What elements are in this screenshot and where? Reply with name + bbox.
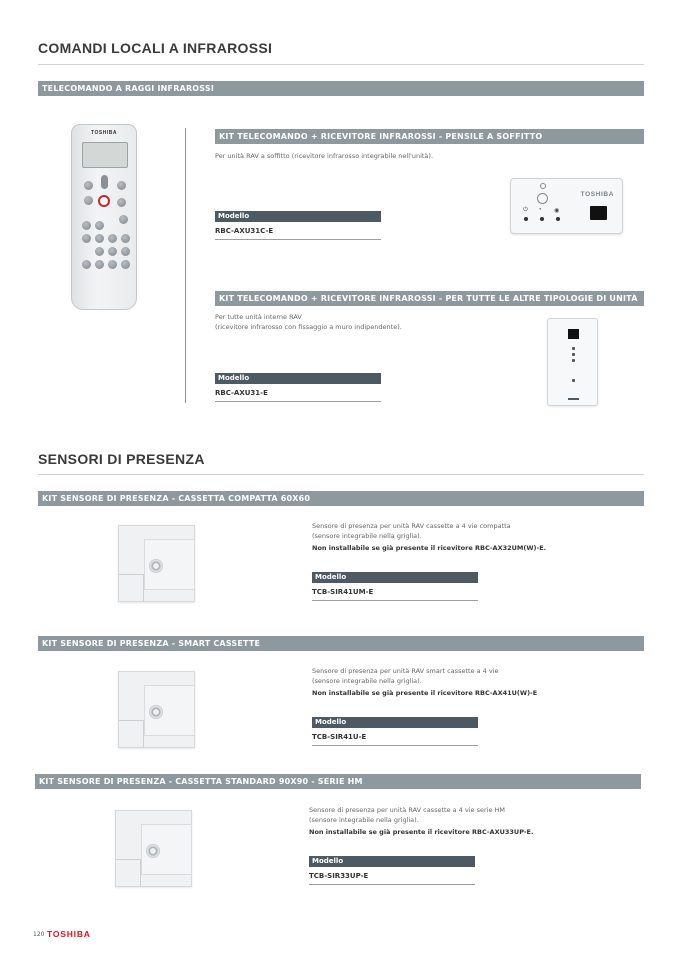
band-sensor-smart: KIT SENSORE DI PRESENZA - SMART CASSETTE [38,636,644,651]
desc-line: Sensore di presenza per unità RAV smart cassette a 4 vie [312,667,499,675]
model-label: Modello [312,717,478,728]
remote-button [108,260,117,269]
remote-button [119,215,128,224]
model-label: Modello [312,572,478,583]
status-led [572,359,575,362]
receiver-sensor [537,193,548,204]
model-code: RBC-AXU31C-E [215,227,274,235]
sensor-panel-image [118,671,195,748]
remote-power-button [98,195,110,207]
remote-button [84,181,93,190]
remote-button [95,221,104,230]
band-infrared-remote: TELECOMANDO A RAGGI INFRAROSSI [38,81,644,96]
sensor-compact-description [312,521,546,553]
kit-other-description [215,312,402,332]
remote-button [84,196,93,205]
receiver-brand-strip [568,398,579,400]
status-led [540,217,544,221]
model-rule [312,600,478,601]
section-title-infrared: COMANDI LOCALI A INFRAROSSI [38,40,273,56]
sensor-standard-description [309,805,533,837]
desc-line: (sensore integrabile nella griglia). [309,816,419,824]
remote-button [82,221,91,230]
status-led [572,379,575,382]
model-code: TCB-SIR41UM-E [312,588,374,596]
sensor-smart-description [312,666,537,698]
installation-note: Non installabile se già presente il ricevitore RBC-AX41U(W)-E [312,689,538,697]
model-label: Modello [215,211,381,222]
remote-button [117,181,126,190]
remote-button [121,260,130,269]
footer-brand-logo: TOSHIBA [47,929,91,939]
sensor-panel-corner [119,574,144,602]
status-led [572,347,575,350]
installation-note: Non installabile se già presente il ricevitore RBC-AXU33UP-E. [309,828,534,836]
remote-button [95,234,104,243]
sensor-panel-corner [116,859,141,887]
power-icon: ⏻ [523,207,528,213]
kit-ceiling-description: Per unità RAV a soffitto (ricevitore infrarosso integrabile nell'unità). [215,152,434,160]
wall-receiver-image [547,318,598,406]
model-rule [309,884,475,885]
sensor-panel-corner [119,720,144,748]
band-kit-ceiling: KIT TELECOMANDO + RICEVITORE INFRAROSSI - PENSILE A SOFFITTO [215,129,644,144]
remote-button [121,234,130,243]
receiver-brand-label: TOSHIBA [580,191,614,198]
model-label: Modello [309,856,475,867]
remote-display [82,142,128,168]
band-sensor-compact: KIT SENSORE DI PRESENZA - CASSETTA COMPATTA 60X60 [38,491,644,506]
remote-button [95,260,104,269]
model-label: Modello [215,373,381,384]
sensor-panel-image [115,810,192,887]
remote-button [82,234,91,243]
model-code: TCB-SIR33UP-E [309,872,369,880]
remote-button [101,175,108,189]
desc-line: (sensore integrabile nella griglia). [312,677,422,685]
status-led [524,217,528,221]
band-sensor-standard: KIT SENSORE DI PRESENZA - CASSETTA STANDARD 90X90 - SERIE HM [35,774,641,789]
band-kit-other-units: KIT TELECOMANDO + RICEVITORE INFRAROSSI - PER TUTTE LE ALTRE TIPOLOGIE DI UNITÀ [215,291,644,306]
section-title-rule [38,474,644,475]
desc-line: Sensore di presenza per unità RAV cassette a 4 vie serie HM [309,806,506,814]
remote-button [117,198,126,207]
remote-button [108,247,117,256]
desc-line: (ricevitore infrarosso con fissaggio a muro indipendente). [215,323,402,331]
operation-icon: ◉ [554,208,560,214]
remote-button [121,247,130,256]
model-rule [215,239,381,240]
receiver-ir-window [590,206,607,220]
remote-button [95,247,104,256]
remote-button [82,260,91,269]
receiver-sensor [540,183,546,189]
remote-brand-label: TOSHIBA [91,130,117,136]
model-code: TCB-SIR41U-E [312,733,367,741]
remote-control-image [71,124,137,310]
presence-sensor-lens [146,844,160,858]
desc-line: Per tutte unità interne RAV [215,313,302,321]
section-title-rule [38,64,644,65]
status-led [572,353,575,356]
model-code: RBC-AXU31-E [215,389,268,397]
status-led [556,217,560,221]
receiver-ir-window [568,329,579,339]
presence-sensor-lens [149,559,163,573]
desc-line: Sensore di presenza per unità RAV cassette a 4 vie compatta [312,522,511,530]
page-number: 120 [33,931,45,938]
remote-button [108,234,117,243]
timer-icon: ◔ [538,207,542,213]
desc-line: (sensore integrabile nella griglia). [312,532,422,540]
section-title-presence: SENSORI DI PRESENZA [38,451,205,467]
vertical-divider [185,128,186,403]
model-rule [312,745,478,746]
installation-note: Non installabile se già presente il ricevitore RBC-AX32UM(W)-E. [312,544,547,552]
model-rule [215,401,381,402]
ceiling-receiver-image [510,178,623,234]
presence-sensor-lens [149,705,163,719]
sensor-panel-image [118,525,195,602]
